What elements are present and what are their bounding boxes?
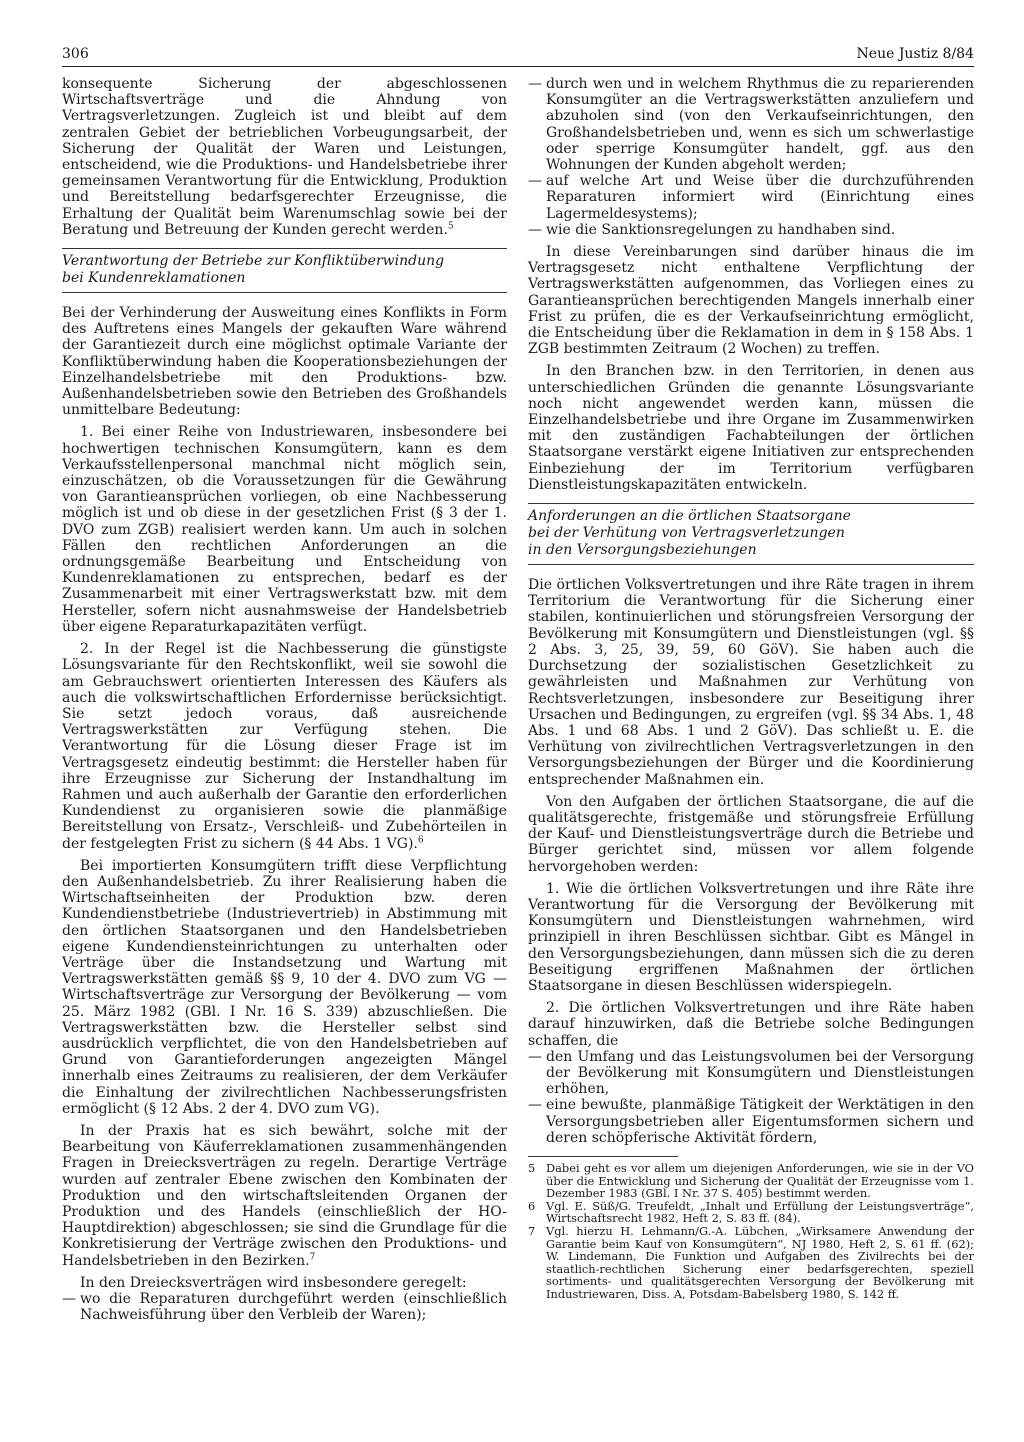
section-heading-line: bei der Verhütung von Vertragsverletzungen <box>528 525 845 542</box>
section-heading <box>62 248 507 293</box>
list-item: — den Umfang und das Leistungsvolumen bei der Versorgung der Bevölkerung mit Konsumgütern und Dienstleistungen erhöhen, <box>528 1048 974 1098</box>
section-heading-line: in den Versorgungsbeziehungen <box>528 542 757 559</box>
section-heading-line: bei Kundenreklamationen <box>62 270 246 287</box>
numbered-paragraph: 1. Wie die örtlichen Volksvertretungen und ihre Räte ihre Verantwortung für die Versorgung der Bevölkerung mit Konsumgütern und Dienstleistungen wahrnehmen, wird prinzipiell in ihren Beschlüssen sichtbar. Gibt es Mängel in den Versorgungsbeziehungen, dann müssen sich die zu deren Beseitigung ergriffenen Maßnahmen der örtlichen Staatsorgane in diesen Beschlüssen widerspiegeln. <box>528 880 974 994</box>
numbered-paragraph: 2. In der Regel ist die Nachbesserung die günstigste Lösungsvariante für den Rechtskonflikt, weil sie sowohl die am Gebrauchswert orientierten Interessen des Käufers als auch die volkswirtschaftlichen Erfordernisse berücksichtigt. Sie setzt jedoch voraus, daß ausreichende Vertragswerkstätten zur Verfügung stehen. Die Verantwortung für die Lösung dieser Frage ist im Vertragsgesetz eindeutig bestimmt: die Hersteller haben für ihre Erzeugnisse zur Sicherung der Instandhaltung im Rahmen und auch außerhalb der Garantie den erforderlichen Kundendienst zu organisieren sowie die planmäßige Bereitstellung von Ersatz-, Verschleiß- und Zubehörteilen in der festgelegten Frist zu sichern (§ 44 Abs. 1 VG).$^6$ <box>62 641 507 852</box>
footnote <box>528 1200 974 1225</box>
footnote-text: Dabei geht es vor allem um diejenigen Anforderungen, wie sie in der VO über die Entwicklung und Sicherung der Qualität der Erzeugnisse vom 1. Dezember 1983 (GBl. I Nr. 37 S. 405) bestimmt werden. <box>546 1160 974 1201</box>
footnote <box>528 1162 974 1200</box>
dash-mark: — <box>528 1048 542 1065</box>
numbered-paragraph: 1. Bei einer Reihe von Industriewaren, insbesondere bei hochwertigen technischen Konsumgütern, kann es dem Verkaufsstellenpersonal manchmal nicht möglich sein, einzuschätzen, ob die Voraussetzungen für die Gewährung von Garantieansprüchen vorliegen, ob eine Nachbesserung möglich ist und ob diese in der gesetzlichen Frist (§ 3 der 1. DVO zum ZGB) realisiert werden kann. Um auch in solchen Fällen den rechtlichen Anforderungen an die ordnungsgemäße Bearbeitung und Entscheidung von Kundenreklamationen zu entsprechen, bedarf es der Zusammenarbeit mit einer Vertragswerkstatt bzw. mit dem Hersteller, sofern nicht ausnahmsweise der Handelsbetrieb über eigene Reparaturkapazitäten verfügt. <box>62 424 507 635</box>
section-heading-line: Anforderungen an die örtlichen Staatsorgane <box>528 508 851 525</box>
footnote-rule <box>528 1156 678 1157</box>
list-item: — durch wen und in welchem Rhythmus die zu reparierenden Konsumgüter an die Vertragswerkstätten anzuliefern und abzuholen sind (von den Verkaufseinrichtungen, den Großhandelsbetrieben und, wenn es sich um schwerlastige oder sperrige Konsumgüter handelt, ggf. aus den Wohnungen der Kunden abgeholt werden; <box>528 76 974 174</box>
list-item: — auf welche Art und Weise über die durchzuführenden Reparaturen informiert wird (Einrichtung eines Lagermeldesystems); <box>528 173 974 222</box>
paragraph: konsequente Sicherung der abgeschlossenen Wirtschaftsverträge und die Ahndung von Vertragsverletzungen. Zugleich ist und bleibt auf dem zentralen Gebiet der betrieblichen Vorbeugungsarbeit, der Sicherung der Qualität der Waren und Leistungen, entscheidend, wie die Produktions- und Handelsbetriebe ihrer gemeinsamen Verantwortung für die Entwicklung, Produktion und Bereitstellung bedarfsgerechter Erzeugnisse, die Erhaltung der Qualität beim Warenumschlag sowie bei der Beratung und Betreuung der Kunden gerecht werden.$^5$ <box>62 76 507 238</box>
page-number: 306 <box>62 46 89 62</box>
footnote <box>528 1225 974 1301</box>
paragraph: Von den Aufgaben der örtlichen Staatsorgane, die auf die qualitätsgerechte, fristgemäße und störungsfreie Erfüllung der Kauf- und Dienstleistungsverträge durch die Betriebe und Bürger gerichtet sind, müssen vor allem folgende hervorgehoben werden: <box>528 793 974 875</box>
paragraph: In den Branchen bzw. in den Territorien, in denen aus unterschiedlichen Gründen die genannte Lösungsvariante noch nicht angewendet werden kann, müssen die Einzelhandelsbetriebe und ihre Organe im Zusammenwirken mit den zuständigen Fachabteilungen der örtlichen Staatsorgane verstärkt eigene Initiativen zur entsprechenden Einbeziehung der im Territorium verfügbaren Dienstleistungskapazitäten entwickeln. <box>528 363 974 493</box>
dash-mark: — <box>528 1097 542 1114</box>
footnote-text: Vgl. E. Süß/G. Treufeldt, „Inhalt und Erfüllung der Leistungsverträge“, Wirtschaftsrecht 1982, Heft 2, S. 83 ff. (84). <box>546 1198 974 1226</box>
list-item: — wie die Sanktionsregelungen zu handhaben sind. <box>528 221 896 238</box>
dash-mark: — <box>528 221 542 238</box>
right-column <box>528 76 974 1301</box>
paragraph: In diese Vereinbarungen sind darüber hinaus die im Vertragsgesetz nicht enthaltene Verpflichtung der Vertragswerkstätten aufgenommen, das Vorliegen eines zu Garantieansprüchen berechtigenden Mangels innerhalb einer Frist zu prüfen, die es der Verkaufseinrichtung ermöglicht, die Entscheidung über die Reklamation in dem in § 158 Abs. 1 ZGB bestimmten Zeitraum (2 Wochen) zu treffen. <box>528 244 974 358</box>
footnote-number: 5 <box>528 1160 536 1175</box>
footnote-ref[interactable]: 5 <box>447 221 454 232</box>
dash-mark: — <box>62 1291 76 1308</box>
section-heading <box>528 503 974 565</box>
list-item: — eine bewußte, planmäßige Tätigkeit der Werktätigen in den Versorgungsbetrieben aller Eigentumsformen sichern und deren schöpferische Aktivität fördern, <box>528 1097 974 1146</box>
paragraph: In den Dreiecksverträgen wird insbesondere geregelt: <box>80 1274 467 1291</box>
footnote-number: 7 <box>528 1223 536 1238</box>
footnote-number: 6 <box>528 1198 536 1213</box>
footnote-ref[interactable]: 7 <box>309 1251 316 1262</box>
dash-mark: — <box>528 173 542 190</box>
paragraph: In der Praxis hat es sich bewährt, solche mit der Bearbeitung von Käuferreklamationen zusammenhängenden Fragen in Dreiecksverträgen zu regeln. Derartige Verträge wurden auf zentraler Ebene zwischen den Kombinaten der Produktion und den wirtschaftsleitenden Organen der Produktion und des Handels (einschließlich der HO-Hauptdirektion) abgeschlossen; sie sind die Grundlage für die Konkretisierung der Verträge zwischen den Produktions- und Handelsbetrieben in den Bezirken.$^7$ <box>62 1122 507 1269</box>
journal-title: Neue Justiz 8/84 <box>856 46 974 62</box>
footnote-ref[interactable]: 6 <box>417 834 424 845</box>
section-heading-line: Verantwortung der Betriebe zur Konfliktüberwindung <box>62 253 445 270</box>
paragraph: Bei der Verhinderung der Ausweitung eines Konflikts in Form des Auftretens eines Mangels der gekauften Ware während der Garantiezeit durch eine möglichst optimale Variante der Konfliktüberwindung haben die Kooperationsbeziehungen der Einzelhandelsbetriebe mit den Produktions- bzw. Außenhandelsbetrieben sowie den Betrieben des Großhandels unmittelbare Bedeutung: <box>62 305 507 419</box>
numbered-paragraph: 2. Die örtlichen Volksvertretungen und ihre Räte haben darauf hinzuwirken, daß die Betriebe solche Bedingungen schaffen, die <box>528 1000 974 1049</box>
header-rule <box>62 66 974 67</box>
list-item: — wo die Reparaturen durchgeführt werden (einschließlich Nachweisführung über den Verbleib der Waren); <box>62 1291 507 1324</box>
footnote-text: Vgl. hierzu H. Lehmann/G.-A. Lübchen, „Wirksamere Anwendung der Garantie beim Kauf von Konsumgütern“, NJ 1980, Heft 2, S. 61 ff. (62); W. Lindemann, Die Funktion und Aufgaben des Zivilrechts bei der staatlich-rechtlichen Sicherung einer bedarfsgerechten, speziell sortiments- und qualitätsgerechten Versorgung der Bevölkerung mit Industriewaren, Diss. A, Potsdam-Babelsberg 1980, S. 142 ff. <box>546 1223 974 1301</box>
paragraph: Die örtlichen Volksvertretungen und ihre Räte tragen in ihrem Territorium die Verantwortung für die Sicherung einer stabilen, kontinuierlichen und störungsfreien Versorgung der Bevölkerung mit Konsumgütern und Dienstleistungen (vgl. §§ 2 Abs. 3, 25, 39, 59, 60 GöV). Sie haben auch die Durchsetzung der sozialistischen Gesetzlichkeit zu gewährleisten und Maßnahmen zur Verhütung von Rechtsverletzungen, insbesondere zur Beseitigung ihrer Ursachen und Bedingungen, zu ergreifen (vgl. §§ 34 Abs. 1, 48 Abs. 1 und 68 Abs. 1 und 2 GöV). Das schließt u. E. die Verhütung von zivilrechtlichen Vertragsverletzungen in den Versorgungsbeziehungen der Bürger und die Koordinierung entsprechender Maßnahmen ein. <box>528 577 974 788</box>
paragraph: Bei importierten Konsumgütern trifft diese Verpflichtung den Außenhandelsbetrieb. Zu ihrer Realisierung haben die Wirtschaftseinheiten der Produktion bzw. deren Kundendienstbetriebe (Industrievertrieb) in Abstimmung mit den örtlichen Staatsorganen und den Handelsbetrieben eigene Kundendiensteinrichtungen zu unterhalten oder Verträge über die Instandsetzung und Wartung mit Vertragswerkstätten gemäß §§ 9, 10 der 4. DVO zum VG — Wirtschaftsverträge zur Versorgung der Bevölkerung — vom 25. März 1982 (GBl. I Nr. 16 S. 339) abzuschließen. Die Vertragswerkstätten bzw. die Hersteller selbst sind ausdrücklich verpflichtet, die von den Handelsbetrieben auf Grund von Garantieforderungen angezeigten Mängel innerhalb eines Zeitraums zu realisieren, der dem Verkäufer die Einhaltung der zivilrechtlichen Nachbesserungsfristen ermöglicht (§ 12 Abs. 2 der 4. DVO zum VG). <box>62 857 507 1117</box>
left-column <box>62 76 507 1323</box>
dash-mark: — <box>528 76 542 92</box>
